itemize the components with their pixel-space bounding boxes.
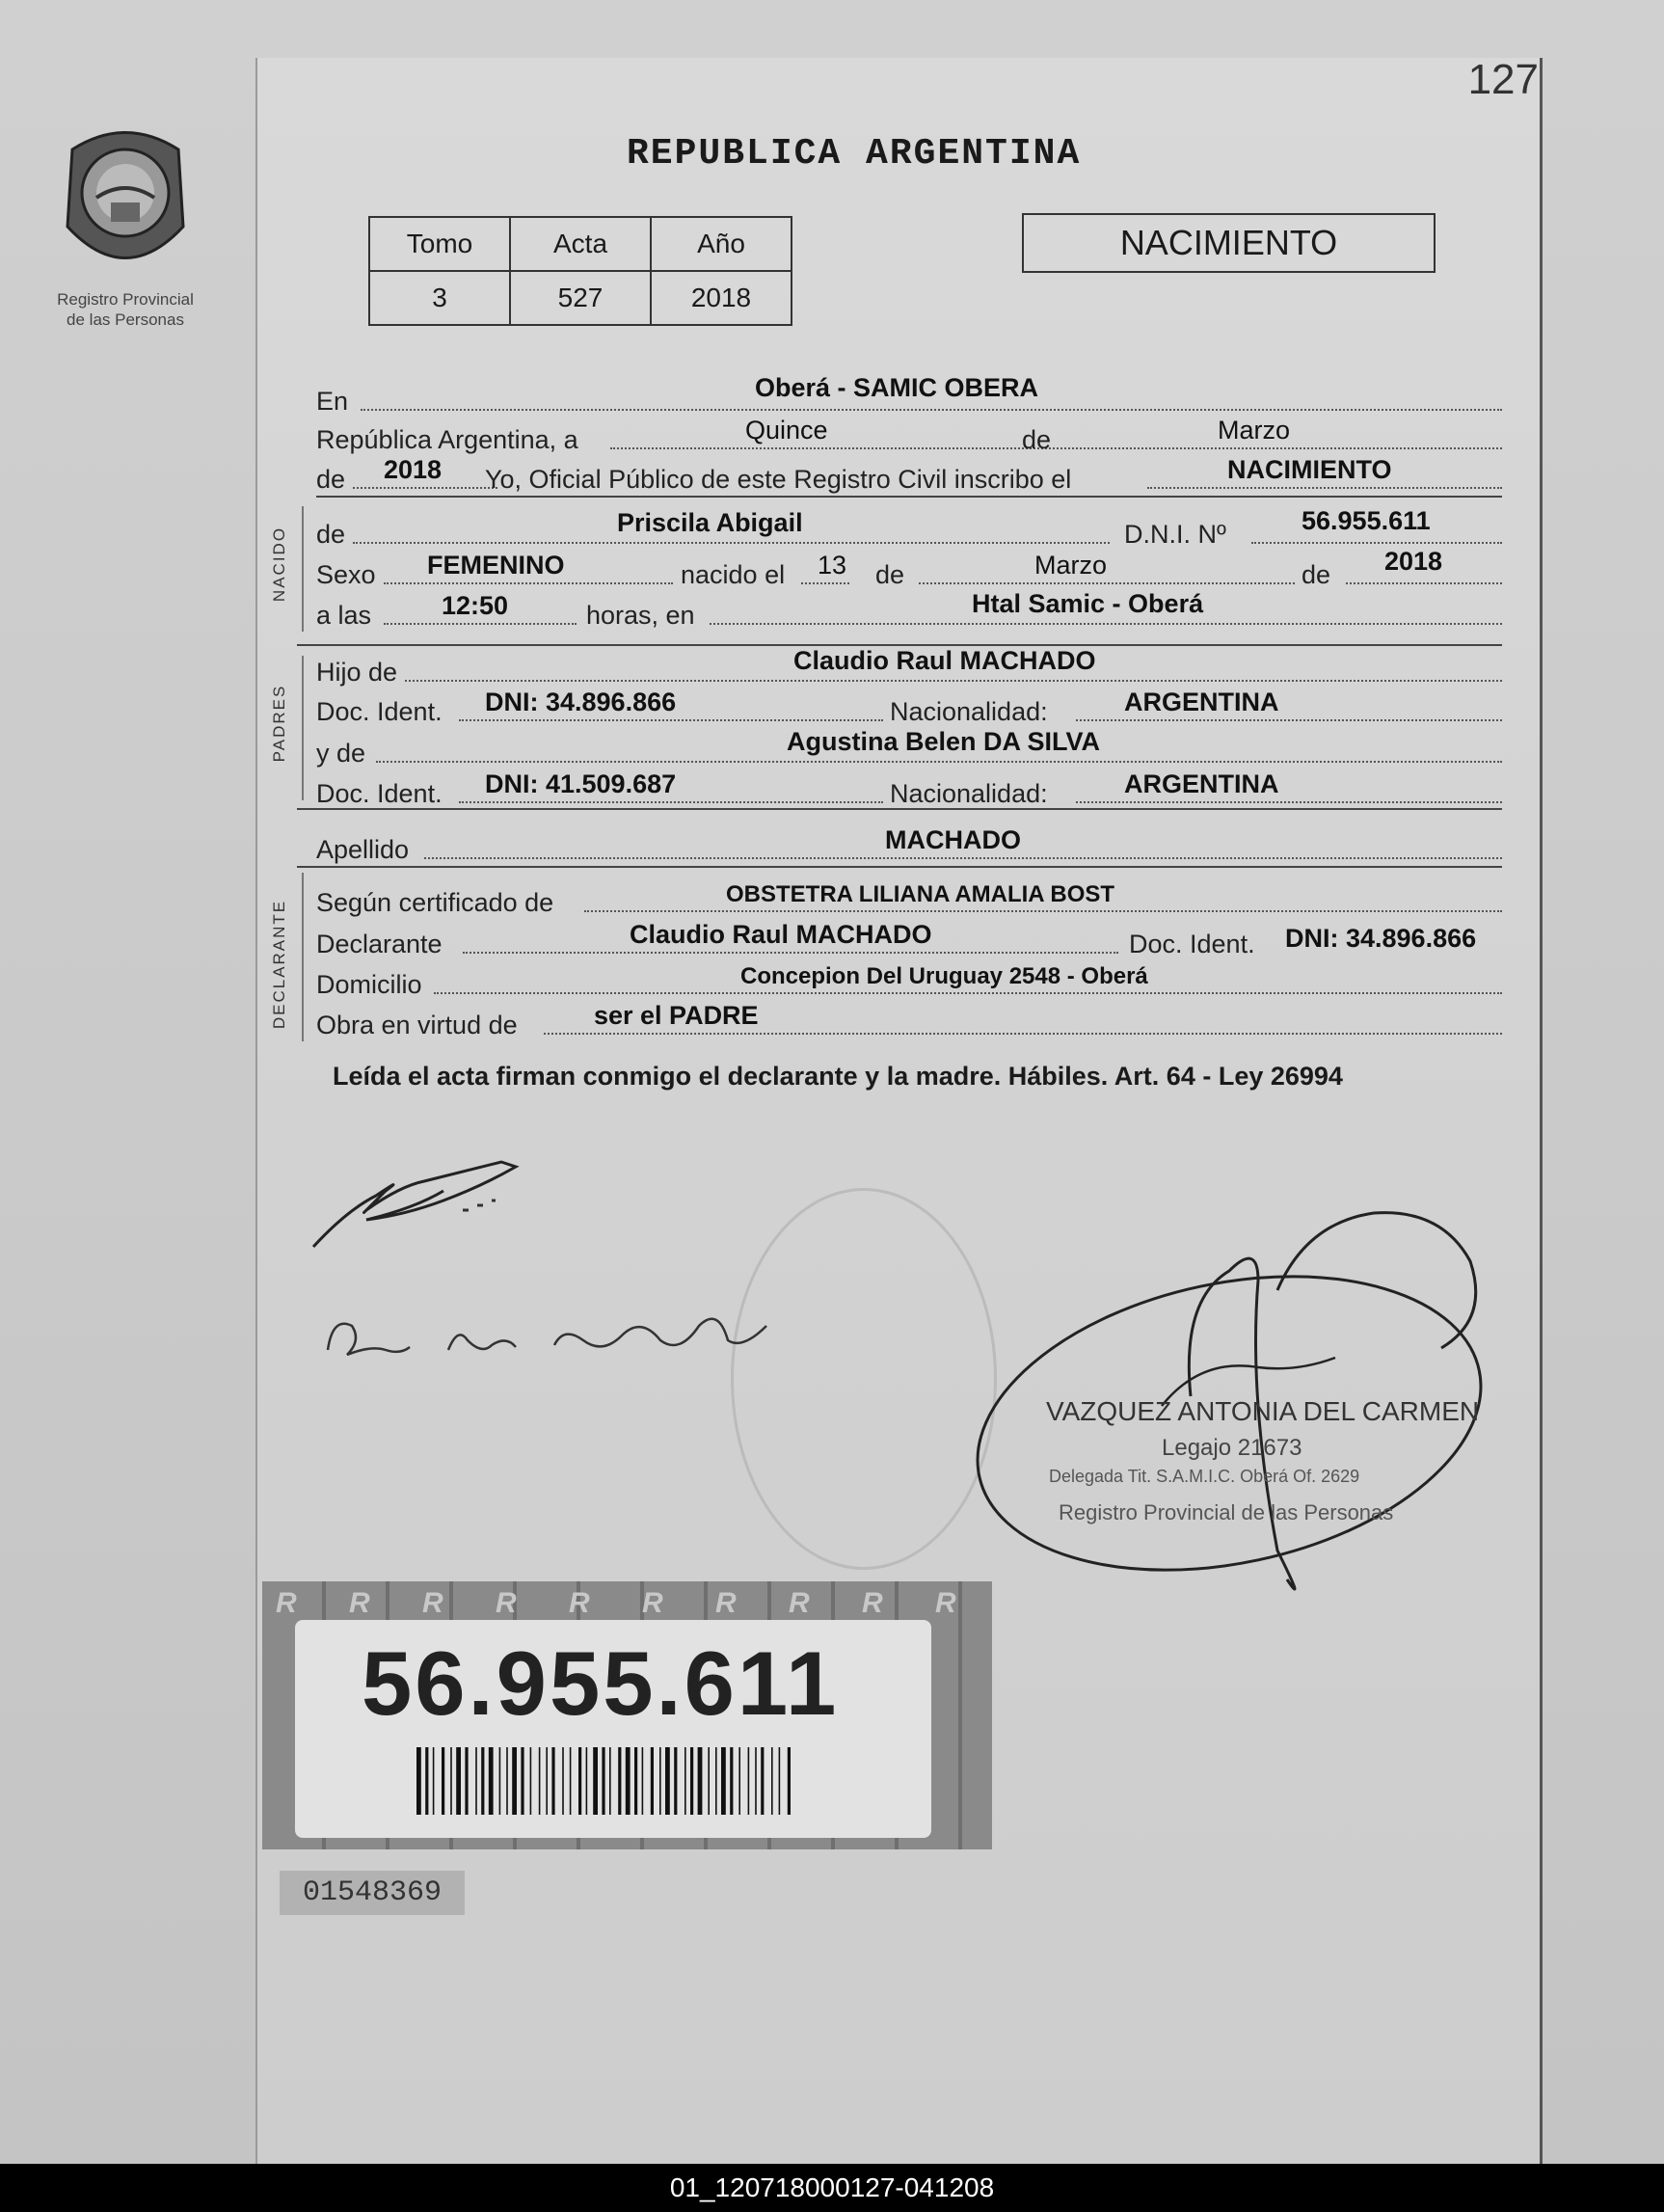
barcode-bar [570, 1747, 572, 1815]
child-sex: FEMENINO [427, 551, 565, 580]
barcode-bar [779, 1747, 781, 1815]
barcode-bar [659, 1747, 661, 1815]
official-name: VAZQUEZ ANTONIA DEL CARMEN [1046, 1396, 1480, 1426]
barcode-bar [684, 1747, 686, 1815]
row-birth-place: a las 12:50 horas, en Htal Samic - Oberá [316, 592, 1502, 631]
barcode-bar [499, 1747, 501, 1815]
official-office: Registro Provincial de las Personas [1059, 1500, 1394, 1524]
father-nationality: ARGENTINA [1124, 688, 1279, 716]
acta-value: 527 [510, 271, 651, 325]
official-legajo: Legajo 21673 [1162, 1435, 1302, 1461]
tomo-value: 3 [369, 271, 510, 325]
page-number: 127 [1467, 56, 1539, 103]
barcode-bar [521, 1747, 523, 1815]
barcode-bar [481, 1747, 484, 1815]
registration-month: Marzo [1218, 416, 1291, 445]
barcode-bar [634, 1747, 637, 1815]
barcode-bar [425, 1747, 428, 1815]
row-capacity: Obra en virtud de ser el PADRE [316, 1002, 1502, 1040]
father-doc: DNI: 34.896.866 [485, 688, 677, 716]
acta-header: Acta [510, 217, 651, 271]
anio-header: Año [651, 217, 792, 271]
mother-nationality: ARGENTINA [1124, 769, 1279, 798]
anio-value: 2018 [651, 271, 792, 325]
child-name: Priscila Abigail [617, 508, 803, 537]
row-child-name: de Priscila Abigail D.N.I. Nº 56.955.611 [316, 511, 1502, 550]
declarant-domicile: Concepion Del Uruguay 2548 - Oberá [740, 963, 1148, 989]
barcode-bar [506, 1747, 508, 1815]
barcode-bar [450, 1747, 452, 1815]
barcode-bar [465, 1747, 468, 1815]
section-nacido: NACIDO [270, 526, 288, 603]
row-father-doc: Doc. Ident. DNI: 34.896.866 Nacionalidad: ARGENTINA [316, 688, 1502, 727]
birth-day: 13 [818, 551, 847, 580]
barcode-bar [512, 1747, 517, 1815]
section-declarante: DECLARANTE [270, 899, 288, 1030]
certificate-issuer: OBSTETRA LILIANA AMALIA BOST [726, 881, 1115, 907]
closing-statement: Leída el acta firman conmigo el declarante y la madre. Hábiles. Art. 64 - Ley 26994 [333, 1062, 1343, 1091]
barcode-bar [715, 1747, 717, 1815]
row-certificate: Según certificado de OBSTETRA LILIANA AMALIA BOST [316, 879, 1502, 918]
official-role: Delegada Tit. S.A.M.I.C. Oberá Of. 2629 [1049, 1467, 1360, 1486]
barcode-bar [593, 1747, 598, 1815]
birth-month: Marzo [1034, 551, 1108, 580]
barcode-bar [788, 1747, 791, 1815]
father-name: Claudio Raul MACHADO [793, 646, 1096, 675]
barcode-bar [530, 1747, 532, 1815]
barcode-bar [674, 1747, 677, 1815]
registry-caption: Registro Provincial de las Personas [57, 290, 194, 329]
barcode-bar [626, 1747, 631, 1815]
declarant-name: Claudio Raul MACHADO [630, 920, 932, 949]
row-year: de 2018 Yo, Oficial Público de este Registro Civil inscribo el NACIMIENTO [316, 456, 1502, 495]
document-title: REPUBLICA ARGENTINA [627, 133, 1082, 175]
barcode-bar [475, 1747, 477, 1815]
row-domicile: Domicilio Concepion Del Uruguay 2548 - Oberá [316, 961, 1502, 1000]
barcode-bar [665, 1747, 670, 1815]
registration-day: Quince [745, 416, 828, 445]
barcode-bar [618, 1747, 621, 1815]
barcode-bar [755, 1747, 757, 1815]
record-type-box: NACIMIENTO [1022, 213, 1436, 273]
birth-time: 12:50 [442, 591, 509, 620]
barcode-bar [771, 1747, 773, 1815]
barcode-bar [578, 1747, 581, 1815]
registration-event: NACIMIENTO [1227, 455, 1392, 484]
barcode-bar [456, 1747, 461, 1815]
row-mother-doc: Doc. Ident. DNI: 41.509.687 Nacionalidad: ARGENTINA [316, 770, 1502, 809]
registry-emblem [53, 121, 198, 280]
serial-number: 01548369 [280, 1871, 465, 1915]
declarant-capacity: ser el PADRE [594, 1001, 759, 1030]
barcode-bar [642, 1747, 644, 1815]
row-birth-date: Sexo FEMENINO nacido el 13 de Marzo de 2018 [316, 552, 1502, 590]
barcode-bar [416, 1747, 421, 1815]
barcode-bar [442, 1747, 444, 1815]
dni-barcode [413, 1743, 798, 1819]
file-identifier: 01_120718000127-041208 [0, 2164, 1664, 2212]
barcode-bar [738, 1747, 740, 1815]
declarant-signature [309, 1143, 598, 1258]
barcode-bar [489, 1747, 494, 1815]
registration-place: Oberá - SAMIC OBERA [755, 373, 1039, 402]
birth-place: Htal Samic - Oberá [972, 589, 1204, 618]
section-padres: PADRES [270, 684, 288, 763]
child-dni: 56.955.611 [1302, 506, 1431, 535]
barcode-bar [651, 1747, 654, 1815]
barcode-bar [609, 1747, 611, 1815]
mother-signature [313, 1297, 795, 1384]
barcode-bar [562, 1747, 564, 1815]
row-republica: República Argentina, a Quince de Marzo [316, 417, 1502, 455]
tomo-header: Tomo [369, 217, 510, 271]
barcode-bar [761, 1747, 764, 1815]
barcode-bar [721, 1747, 726, 1815]
row-declarant: Declarante Claudio Raul MACHADO Doc. Ident. DNI: 34.896.866 [316, 920, 1477, 958]
barcode-bar [546, 1747, 548, 1815]
row-en: En Oberá - SAMIC OBERA [316, 378, 1502, 417]
barcode-bar [551, 1747, 554, 1815]
declarant-doc: DNI: 34.896.866 [1285, 924, 1477, 953]
row-father: Hijo de Claudio Raul MACHADO [316, 649, 1502, 688]
dni-label-number: 56.955.611 [362, 1632, 840, 1734]
barcode-bar [586, 1747, 588, 1815]
barcode-bar [730, 1747, 733, 1815]
barcode-bar [690, 1747, 693, 1815]
barcode-bar [708, 1747, 710, 1815]
row-mother: y de Agustina Belen DA SILVA [316, 730, 1502, 769]
mother-doc: DNI: 41.509.687 [485, 769, 677, 798]
child-surname: MACHADO [885, 825, 1021, 854]
barcode-bar [602, 1747, 604, 1815]
barcode-bar [748, 1747, 750, 1815]
registration-year: 2018 [384, 455, 443, 484]
barcode-bar [698, 1747, 703, 1815]
book-reference-table [368, 216, 792, 326]
barcode-bar [433, 1747, 435, 1815]
dni-label-sticker: R R R R R R R R R R [262, 1581, 992, 1849]
barcode-bar [539, 1747, 541, 1815]
birth-year: 2018 [1384, 547, 1443, 576]
row-surname: Apellido MACHADO [316, 826, 1502, 865]
mother-name: Agustina Belen DA SILVA [787, 727, 1101, 756]
